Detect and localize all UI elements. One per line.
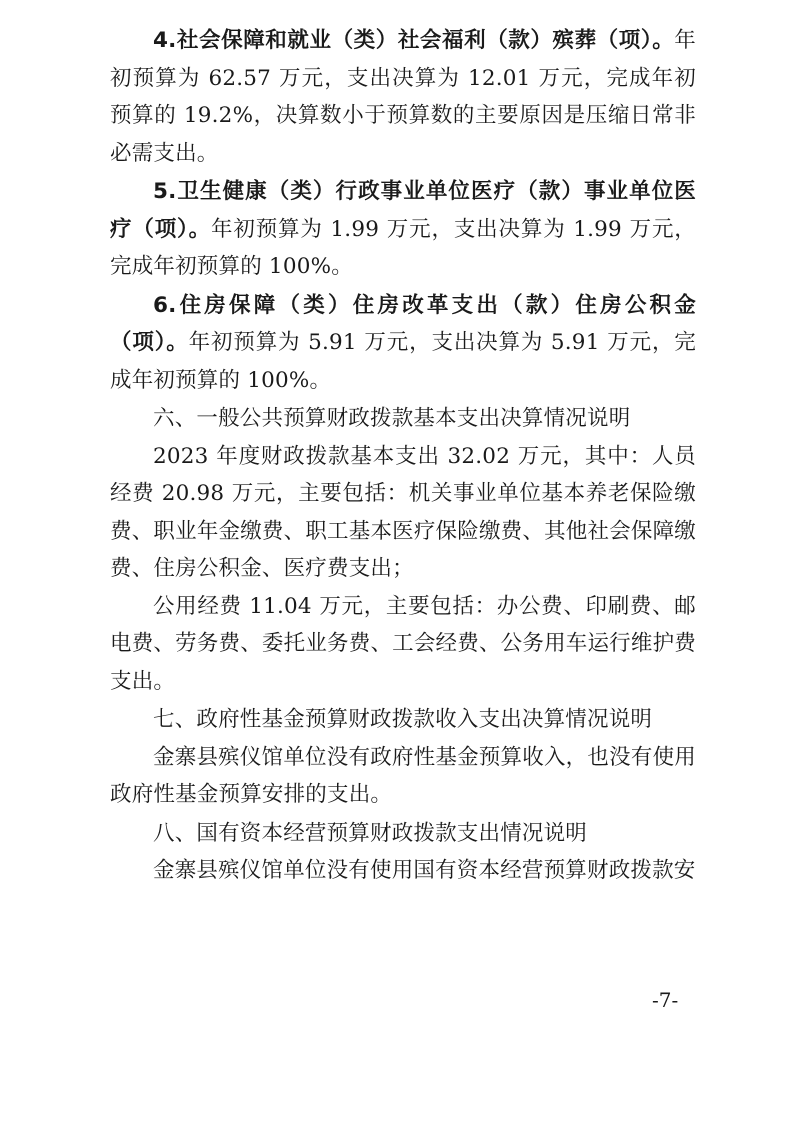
item-4-title: 4.社会保障和就业（类）社会福利（款）殡葬（项）。 <box>153 28 675 53</box>
item-6-title: 6.住房保障（类）住房改革支出（款）住房公积金（项）。 <box>110 292 696 355</box>
section-6-paragraph-1: 2023 年度财政拨款基本支出 32.02 万元，其中：人员经费 20.98 万元，主要包括：机关事业单位基本养老保险缴费、职业年金缴费、职工基本医疗保险缴费、其他社会保障缴费、住房公积金、医疗费支出； <box>110 443 696 581</box>
item-5-title: 5.卫生健康（类）行政事业单位医疗（款）事业单位医疗（项）。 <box>110 179 696 242</box>
item-5-body: 年初预算为 1.99 万元，支出决算为 1.99 万元，完成年初预算的 100%。 <box>110 216 696 279</box>
section-8-heading: 八、国有资本经营预算财政拨款支出情况说明 <box>153 820 588 846</box>
item-6-body: 年初预算为 5.91 万元，支出决算为 5.91 万元，完成年初预算的 100%。 <box>110 330 696 393</box>
paragraph-item-4 <box>110 22 696 172</box>
paragraph-item-5 <box>110 173 696 286</box>
section-8-paragraph: 金寨县殡仪馆单位没有使用国有资本经营预算财政拨款安 <box>153 858 696 883</box>
section-7-heading: 七、政府性基金预算财政拨款收入支出决算情况说明 <box>153 707 653 732</box>
item-4-body: 年初预算为 62.57 万元，支出决算为 12.01 万元，完成年初预算的 19.2%，决算数小于预算数的主要原因是压缩日常非必需支出。 <box>110 28 696 166</box>
section-6-paragraph-2: 公用经费 11.04 万元，主要包括：办公费、印刷费、邮电费、劳务费、委托业务费、工会经费、公务用车运行维护费支出。 <box>110 593 696 694</box>
paragraph-item-6 <box>110 287 696 400</box>
page-number: -7- <box>652 988 679 1012</box>
section-7-paragraph: 金寨县殡仪馆单位没有政府性基金预算收入，也没有使用政府性基金预算安排的支出。 <box>110 744 696 807</box>
document-body <box>110 20 696 890</box>
section-6-heading: 六、一般公共预算财政拨款基本支出决算情况说明 <box>153 406 631 431</box>
